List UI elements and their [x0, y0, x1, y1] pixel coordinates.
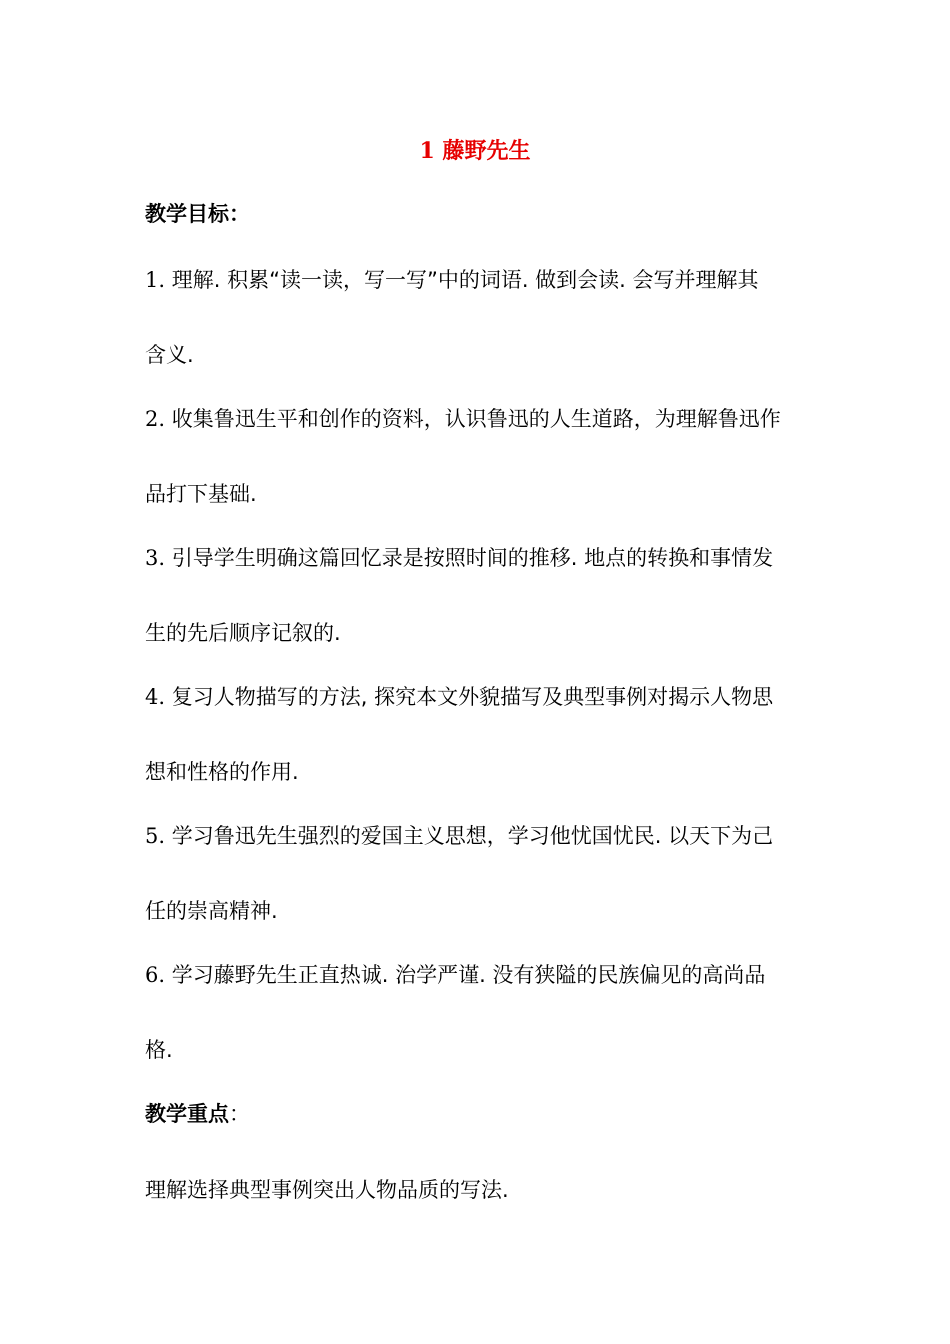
keypoints-heading-text: 教学重点	[145, 1102, 229, 1126]
objective-4-line-2: 想和性格的作用.	[145, 760, 299, 784]
objective-5-line-2: 任的崇高精神.	[145, 899, 278, 923]
objective-3-number: 3.	[145, 546, 166, 570]
objective-6-line-1	[145, 960, 765, 990]
objective-1-line-1	[145, 265, 759, 295]
objective-1-line-2: 含义.	[145, 343, 194, 367]
keypoints-text: 理解选择典型事例突出人物品质的写法.	[145, 1178, 509, 1202]
objective-6-line-2: 格.	[145, 1038, 173, 1062]
objective-3-text: 引导学生明确这篇回忆录是按照时间的推移. 地点的转换和事情发	[165, 546, 774, 570]
title-text: 藤野先生	[442, 139, 531, 164]
objectives-heading-text: 教学目标	[145, 202, 229, 226]
keypoints-heading-colon: ：	[229, 1102, 250, 1126]
objective-5-number: 5.	[145, 824, 166, 848]
document-title	[0, 136, 950, 167]
objectives-heading-colon: ：	[229, 202, 250, 226]
objectives-heading	[145, 199, 250, 229]
objective-2-number: 2.	[145, 407, 166, 431]
objective-5-line-1	[145, 821, 773, 851]
objective-2-text: 收集鲁迅生平和创作的资料，认识鲁迅的人生道路，为理解鲁迅作	[165, 407, 781, 431]
objective-2-line-1	[145, 404, 781, 434]
objective-3-line-1	[145, 543, 773, 573]
objective-2-line-2: 品打下基础.	[145, 482, 257, 506]
objective-4-text: 复习人物描写的方法, 探究本文外貌描写及典型事例对揭示人物思	[165, 685, 774, 709]
objective-5-text: 学习鲁迅先生强烈的爱国主义思想，学习他忧国忧民. 以天下为己	[165, 824, 774, 848]
objective-6-number: 6.	[145, 963, 166, 987]
objective-4-number: 4.	[145, 685, 166, 709]
objective-1-text: 理解. 积累“读一读，写一写”中的词语. 做到会读. 会写并理解其	[165, 268, 759, 292]
objective-6-text: 学习藤野先生正直热诚. 治学严谨. 没有狭隘的民族偏见的高尚品	[165, 963, 766, 987]
title-number: 1	[419, 138, 435, 164]
objective-4-line-1	[145, 682, 773, 712]
objective-3-line-2: 生的先后顺序记叙的.	[145, 621, 341, 645]
objective-1-number: 1.	[145, 268, 166, 292]
keypoints-heading	[145, 1099, 250, 1129]
